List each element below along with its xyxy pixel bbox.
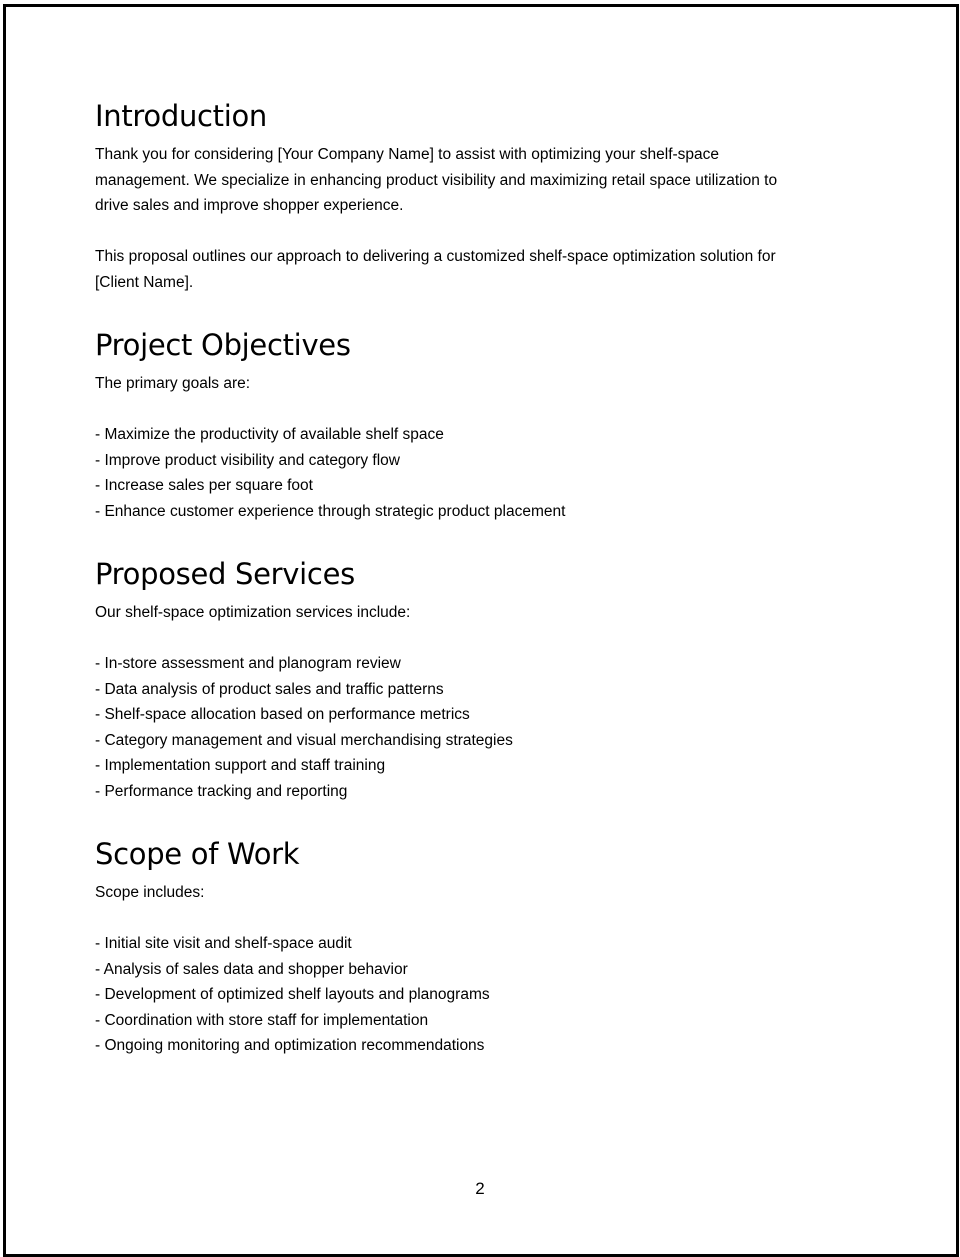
objectives-intro: The primary goals are:: [95, 375, 251, 392]
list-item: - Coordination with store staff for implementation: [95, 1011, 429, 1029]
scope-intro: Scope includes:: [95, 884, 205, 901]
list-item: - In-store assessment and planogram review: [95, 655, 401, 672]
list-item: - Initial site visit and shelf-space audit: [95, 935, 352, 952]
introduction-heading: Introduction: [95, 99, 268, 133]
paragraph-spacer: [95, 219, 855, 245]
list-item: - Development of optimized shelf layouts and planograms: [95, 986, 490, 1003]
list-item: - Maximize the productivity of available shelf space: [95, 426, 444, 443]
list-item: - Implementation support and staff training: [95, 757, 386, 774]
services-intro: Our shelf-space optimization services include:: [95, 604, 411, 621]
list-item: - Enhance customer experience through strategic product placement: [95, 502, 566, 520]
list-item: - Performance tracking and reporting: [95, 782, 348, 800]
list-item: - Category management and visual merchandising strategies: [95, 731, 513, 749]
list-item: - Ongoing monitoring and optimization recommendations: [95, 1037, 485, 1054]
introduction-paragraph-1-line-1: Thank you for considering [Your Company Name] to assist with optimizing your shelf-space: [95, 146, 720, 163]
section-introduction: [95, 96, 855, 295]
document-body: [95, 96, 855, 1059]
list-item: - Improve product visibility and category flow: [95, 451, 400, 469]
introduction-paragraph-1: [95, 142, 855, 219]
paragraph-spacer: [95, 906, 855, 932]
introduction-paragraph-2: [95, 244, 855, 295]
introduction-paragraph-2-line-1: This proposal outlines our approach to delivering a customized shelf-space optimization solution for: [95, 248, 776, 265]
introduction-paragraph-1-line-2: management. We specialize in enhancing product visibility and maximizing retail space utilization to: [95, 171, 778, 189]
services-list: [95, 651, 855, 804]
section-services: [95, 554, 855, 804]
section-scope: [95, 834, 855, 1059]
scope-heading: Scope of Work: [95, 837, 300, 871]
list-item: - Shelf-space allocation based on performance metrics: [95, 706, 470, 723]
section-objectives: [95, 325, 855, 524]
list-item: - Data analysis of product sales and traffic patterns: [95, 680, 444, 698]
list-item: - Analysis of sales data and shopper behavior: [95, 960, 408, 978]
section-spacer: [95, 524, 855, 554]
objectives-list: [95, 422, 855, 524]
scope-list: [95, 931, 855, 1059]
page-number: 2: [475, 1179, 485, 1198]
introduction-paragraph-1-line-3: drive sales and improve shopper experience.: [95, 197, 404, 214]
services-heading: Proposed Services: [95, 557, 355, 591]
section-spacer: [95, 804, 855, 834]
introduction-paragraph-2-line-2: [Client Name].: [95, 273, 194, 291]
paragraph-spacer: [95, 626, 855, 652]
list-item: - Increase sales per square foot: [95, 477, 313, 494]
section-spacer: [95, 295, 855, 325]
paragraph-spacer: [95, 397, 855, 423]
objectives-heading: Project Objectives: [95, 328, 351, 362]
